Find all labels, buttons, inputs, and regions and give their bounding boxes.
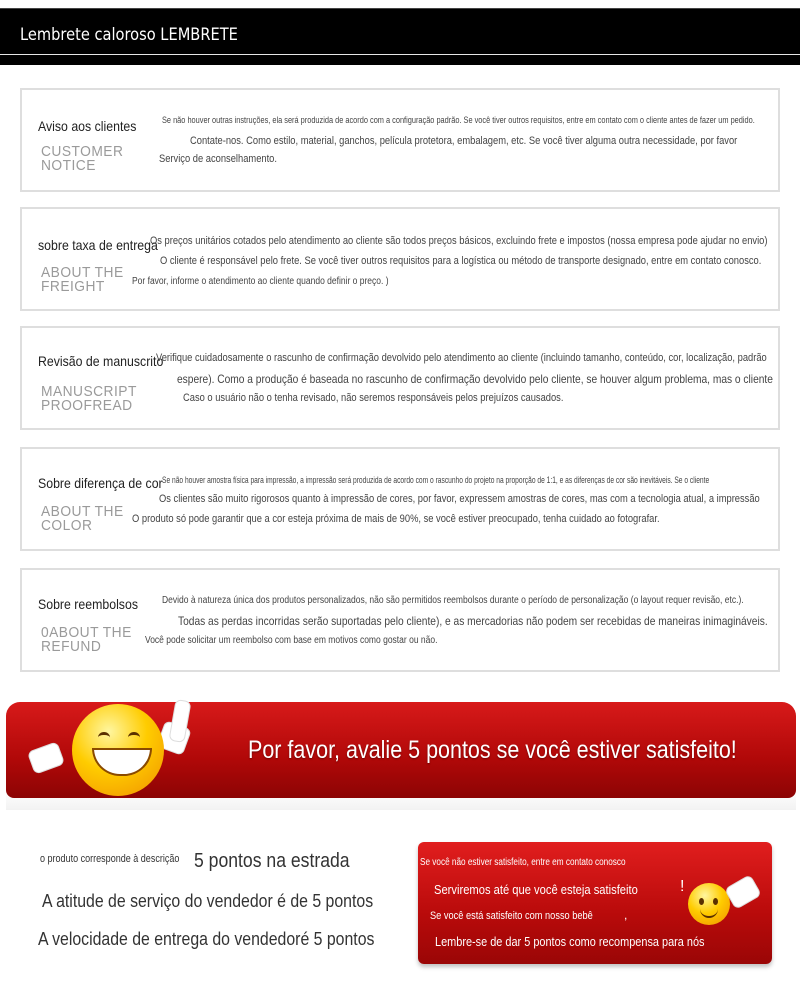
notice-line: Você pode solicitar um reembolso com base em motivos como gostar ou não.	[145, 635, 438, 646]
rating-description-label: o produto corresponde à descrição	[40, 853, 180, 865]
notice-line: Devido à natureza única dos produtos personalizados, não são permitidos reembolsos durante o período de personalização (o layout requer revisão, etc.).	[162, 595, 744, 606]
notice-refund	[20, 568, 780, 672]
notice-line: O cliente é responsável pelo frete. Se você tiver outros requisitos para a logística ou método de transporte designado, entre em contato conosco.	[160, 255, 762, 267]
notice-english-label: MANUSCRIPT PROOFREAD	[41, 383, 137, 414]
notice-line: Caso o usuário não o tenha revisado, não seremos responsáveis ​​pelos prejuízos causados.	[183, 392, 564, 404]
notice-line: Por favor, informe o atendimento ao cliente quando definir o preço. )	[132, 276, 389, 287]
notice-title: Revisão de manuscrito	[38, 353, 164, 369]
notice-english-label: 0ABOUT THE REFUND	[41, 624, 132, 655]
notice-title: Aviso aos clientes	[38, 118, 137, 134]
notice-title: Sobre diferença de cor	[38, 475, 163, 491]
notice-freight	[20, 207, 780, 311]
notice-color	[20, 447, 780, 551]
notice-english-label: CUSTOMER NOTICE	[41, 143, 124, 174]
notice-line: Todas as perdas incorridas serão suportadas pelo cliente), e as mercadorias não podem ser recebidas de maneiras inimagináveis.	[178, 614, 768, 628]
satisfaction-line: Se você não estiver satisfeito, entre em contato conosco	[420, 857, 626, 868]
satisfaction-line: Serviremos até que você esteja satisfeito	[434, 882, 638, 897]
notice-line: Os preços unitários cotados pelo atendimento ao cliente são todos preços básicos, excluindo frete e impostos (nossa empresa pode ajudar no envio)	[150, 235, 768, 247]
notice-line: Verifique cuidadosamente o rascunho de confirmação devolvido pelo atendimento ao cliente (incluindo tamanho, conteúdo, cor, localização, padrão	[156, 352, 767, 364]
notice-english-label: ABOUT THE FREIGHT	[41, 264, 124, 295]
rating-delivery: A velocidade de entrega do vendedor​​é 5 pontos	[38, 929, 375, 949]
notice-title: sobre taxa de entrega	[38, 237, 158, 253]
header-bar	[0, 8, 800, 65]
satisfaction-exclaim: !	[680, 878, 685, 895]
notice-line: Contate-nos. Como estilo, material, ganchos, película protetora, embalagem, etc. Se você tiver alguma outra necessidade, por favor	[190, 135, 738, 147]
satisfaction-line: Se você está satisfeito com nosso bebê	[430, 910, 593, 922]
header-title: Lembrete caloroso LEMBRETE	[20, 25, 238, 45]
header-divider	[0, 54, 800, 55]
notice-line: Se não houver outras instruções, ela será produzida de acordo com a configuração padrão. Se você tiver outros requisitos, entre em contato com o cliente antes de fazer um pedido.	[162, 115, 755, 125]
notice-manuscript	[20, 326, 780, 430]
notice-line: O produto só pode garantir que a cor esteja próxima de mais de 90%, se você estiver preocupado, tenha cuidado ao fotografar.	[132, 513, 660, 525]
rating-service: A atitude de serviço do vendedor é de 5 pontos	[42, 891, 374, 911]
rating-description-score: 5 pontos na estrada	[194, 850, 350, 872]
satisfaction-comma: ,	[624, 908, 628, 922]
notice-line: Se não houver amostra física para impressão, a impressão será produzida de acordo com o rascunho do projeto na proporção de 1:1, e as diferenças de cor são inevitáveis. Se o cliente	[162, 475, 710, 485]
notice-line: Serviço de aconselhamento.	[159, 153, 277, 165]
notice-customer	[20, 88, 780, 192]
banner-message: Por favor, avalie 5 pontos se você estiver satisfeito!	[248, 736, 737, 764]
notice-title: Sobre reembolsos	[38, 596, 138, 612]
satisfaction-line: Lembre-se de dar 5 pontos como recompensa para nós	[435, 934, 705, 949]
notice-line: Os clientes são muito rigorosos quanto à impressão de cores, por favor, expressem amostras de cores, mas com a tecnologia atual, a impressão	[159, 493, 760, 505]
notice-line: espere). Como a produção é baseada no rascunho de confirmação devolvido pelo cliente, se houver algum problema, mas o cliente	[177, 372, 773, 386]
notice-english-label: ABOUT THE COLOR	[41, 503, 124, 534]
